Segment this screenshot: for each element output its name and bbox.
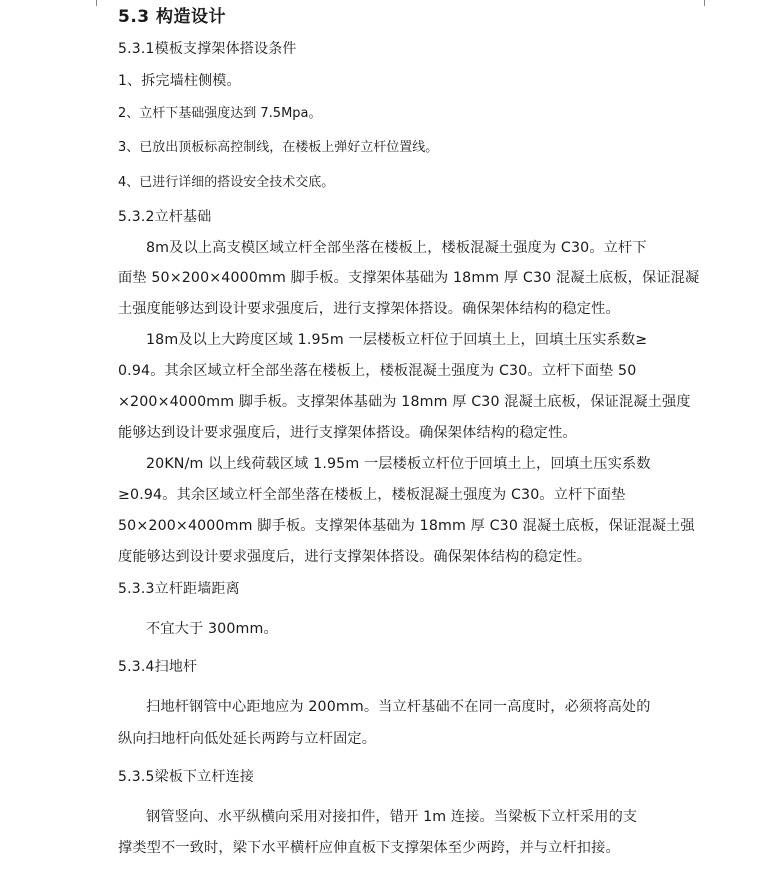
- subsection-title-5-3-2: 5.3.2立杆基础: [118, 209, 212, 225]
- paragraph-line: 纵向扫地杆向低处延长两跨与立杆固定。: [118, 731, 377, 747]
- paragraph-line: 8m及以上高支模区域立杆全部坐落在楼板上，楼板混凝土强度为 C30。立杆下: [146, 240, 647, 256]
- paragraph-line: 面垫 50×200×4000mm 脚手板。支撑架体基础为 18mm 厚 C30 混凝土底板，保证混凝: [118, 270, 700, 286]
- paragraph-line: 撑类型不一致时，梁下水平横杆应伸直板下支撑架体至少两跨，并与立杆扣接。: [118, 840, 620, 856]
- paragraph-line: 扫地杆钢管中心距地应为 200mm。当立杆基础不在同一高度时，必须将高处的: [146, 699, 651, 715]
- page-corner-mark: [96, 0, 98, 6]
- section-heading: 5.3 构造设计: [118, 7, 227, 27]
- paragraph-line: 度能够达到设计要求强度后，进行支撑架体搭设。确保架体结构的稳定性。: [118, 549, 592, 565]
- paragraph-line: 20KN/m 以上线荷载区域 1.95m 一层楼板立杆位于回填土上，回填土压实系数: [146, 456, 651, 472]
- paragraph-line: 能够达到设计要求强度后，进行支撑架体搭设。确保架体结构的稳定性。: [118, 425, 577, 441]
- paragraph-line: 0.94。其余区域立杆全部坐落在楼板上，楼板混凝土强度为 C30。立杆下面垫 50: [118, 363, 637, 379]
- subsection-title-5-3-4: 5.3.4扫地杆: [118, 659, 198, 675]
- paragraph-line: ×200×4000mm 脚手板。支撑架体基础为 18mm 厚 C30 混凝土底板，保证混凝土强度: [118, 394, 691, 410]
- subsection-title-5-3-5: 5.3.5梁板下立杆连接: [118, 769, 255, 785]
- paragraph-line: 土强度能够达到设计要求强度后，进行支撑架体搭设。确保架体结构的稳定性。: [118, 301, 620, 317]
- page-corner-mark: [704, 0, 706, 6]
- paragraph-line: 18m及以上大跨度区域 1.95m 一层楼板立杆位于回填土上，回填土压实系数≥: [146, 332, 648, 348]
- subsection-title-5-3-1: 5.3.1模板支撑架体搭设条件: [118, 41, 297, 57]
- list-item: 4、已进行详细的搭设安全技术交底。: [118, 175, 335, 190]
- paragraph-line: 钢管竖向、水平纵横向采用对接扣件，错开 1m 连接。当梁板下立杆采用的支: [146, 809, 638, 825]
- paragraph-line: 不宜大于 300mm。: [146, 621, 278, 637]
- paragraph-line: 50×200×4000mm 脚手板。支撑架体基础为 18mm 厚 C30 混凝土底板，保证混凝土强: [118, 518, 695, 534]
- list-item: 3、已放出顶板标高控制线，在楼板上弹好立杆位置线。: [118, 140, 439, 155]
- list-item: 2、立杆下基础强度达到 7.5Mpa。: [118, 106, 322, 121]
- paragraph-line: ≥0.94。其余区域立杆全部坐落在楼板上，楼板混凝土强度为 C30。立杆下面垫: [118, 487, 626, 503]
- list-item: 1、拆完墙柱侧模。: [118, 73, 241, 89]
- subsection-title-5-3-3: 5.3.3立杆距墙距离: [118, 581, 240, 597]
